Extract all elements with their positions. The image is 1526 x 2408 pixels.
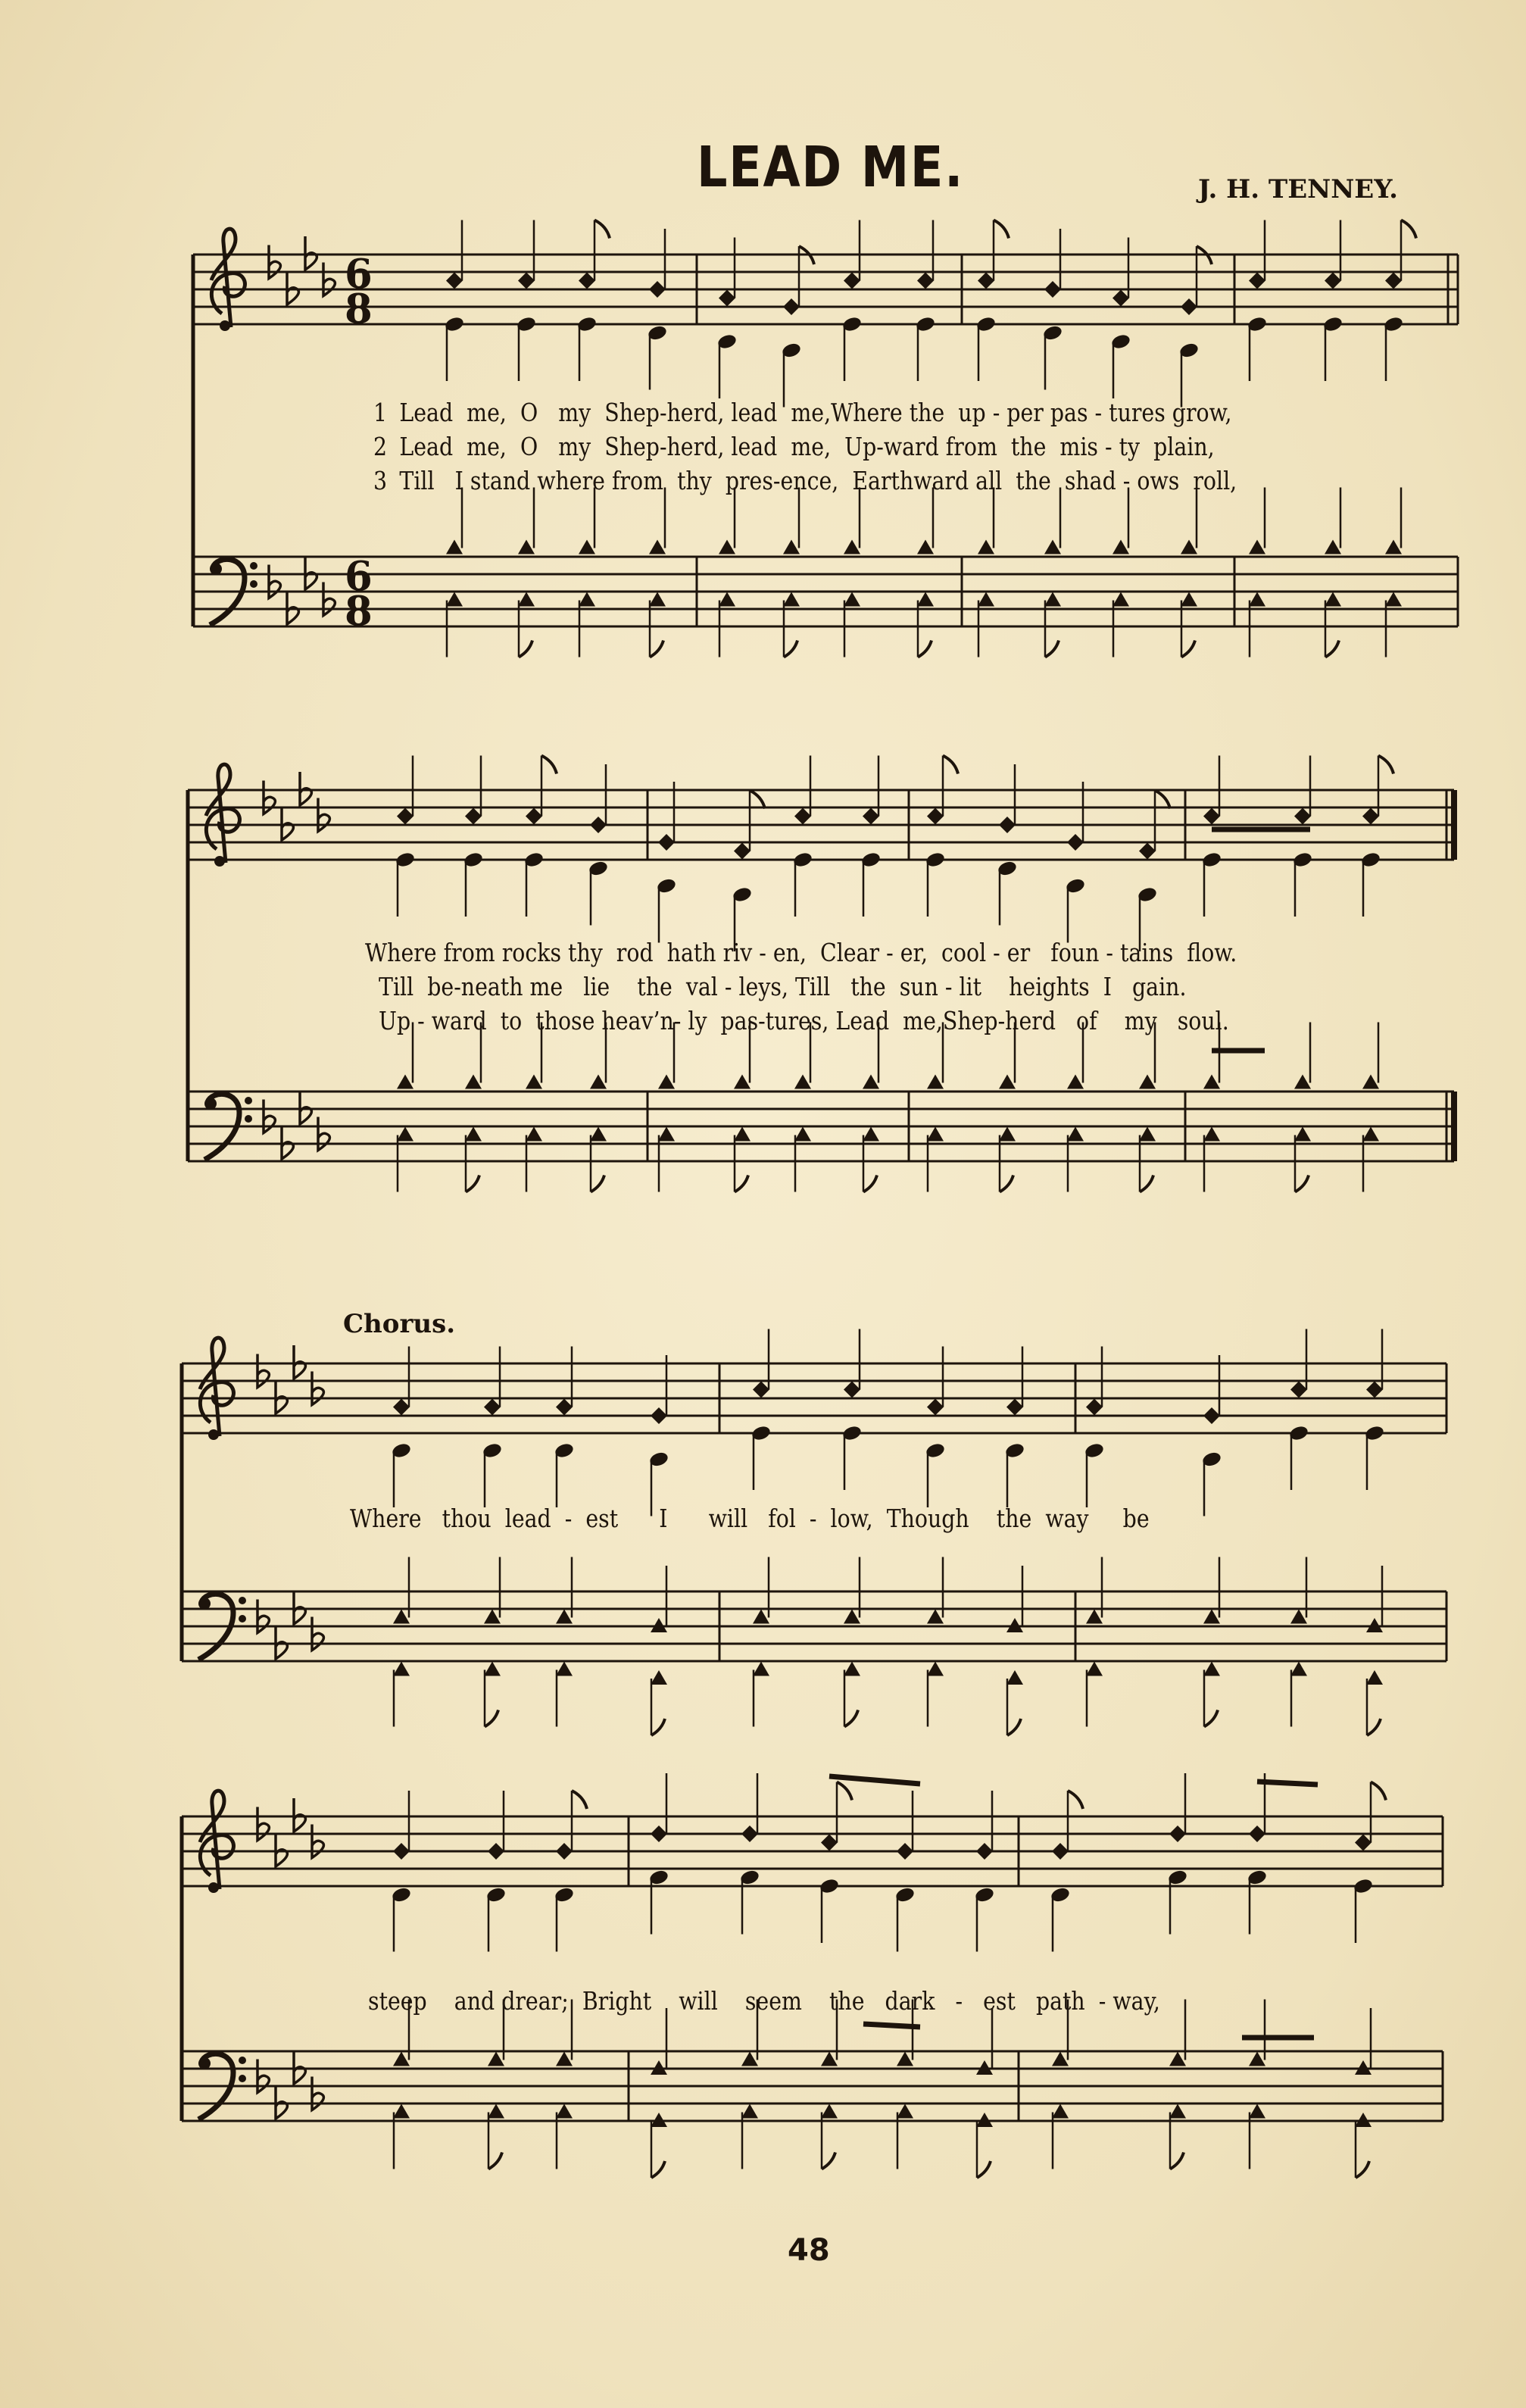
note-flag bbox=[977, 2161, 991, 2178]
note-head bbox=[1249, 540, 1265, 554]
note-head bbox=[863, 808, 879, 825]
flat-icon bbox=[282, 1126, 293, 1159]
note-flag bbox=[735, 1176, 748, 1192]
note-head bbox=[794, 808, 811, 825]
note-flag bbox=[784, 641, 797, 657]
note-flag bbox=[1204, 1710, 1218, 1727]
note-head bbox=[783, 540, 800, 554]
note-flag bbox=[485, 1710, 498, 1727]
note-flag bbox=[943, 756, 958, 774]
page-number: 48 bbox=[788, 2233, 830, 2268]
note-head bbox=[821, 1835, 838, 1851]
note-head bbox=[1249, 273, 1265, 289]
note-head bbox=[484, 1399, 501, 1416]
note-head bbox=[1290, 1662, 1307, 1676]
note-head bbox=[1385, 592, 1402, 607]
flat-icon bbox=[287, 271, 298, 305]
note-flag bbox=[863, 1176, 877, 1192]
note-head bbox=[1290, 1610, 1307, 1624]
note-flag bbox=[994, 220, 1009, 239]
note-head bbox=[1203, 1075, 1220, 1089]
note-head bbox=[526, 1127, 542, 1142]
note-head bbox=[734, 1075, 751, 1089]
note-head bbox=[1067, 1127, 1084, 1142]
note-head bbox=[1181, 592, 1197, 607]
note-head bbox=[1181, 540, 1197, 554]
note-head bbox=[1366, 1382, 1383, 1398]
note-head bbox=[734, 1127, 751, 1142]
note-head bbox=[658, 834, 675, 851]
note-head bbox=[393, 2104, 410, 2119]
note-flag bbox=[1401, 220, 1416, 239]
note-head bbox=[518, 540, 535, 554]
flat-icon bbox=[312, 1617, 323, 1651]
hymn-title: LEAD ME. bbox=[697, 135, 965, 200]
note-beam bbox=[1257, 1782, 1318, 1785]
note-flag bbox=[918, 641, 932, 657]
note-head bbox=[1385, 540, 1402, 554]
note-flag bbox=[1325, 641, 1339, 657]
note-flag bbox=[1378, 756, 1393, 774]
note-head bbox=[927, 1075, 944, 1089]
note-head bbox=[1052, 1843, 1069, 1860]
note-head bbox=[1086, 1610, 1103, 1624]
note-head bbox=[1044, 592, 1061, 607]
note-head bbox=[518, 273, 535, 289]
note-head bbox=[1113, 592, 1129, 607]
note-head bbox=[1294, 1127, 1311, 1142]
note-flag bbox=[466, 1176, 479, 1192]
note-head bbox=[897, 1843, 913, 1860]
treble-clef-icon bbox=[206, 764, 239, 867]
note-head bbox=[783, 298, 800, 315]
note-flag bbox=[1007, 1719, 1021, 1735]
lyric-line: Up - ward to those heav’n- ly pas-tures, Lead me,Shep-herd of my soul. bbox=[365, 1006, 1229, 1035]
time-signature-bottom: 8 bbox=[345, 588, 373, 635]
note-head bbox=[1169, 2052, 1186, 2066]
note-head bbox=[927, 1399, 944, 1416]
flat-icon bbox=[269, 565, 280, 598]
note-head bbox=[1169, 2104, 1186, 2119]
note-head bbox=[484, 1662, 501, 1676]
note-head bbox=[1067, 834, 1084, 851]
note-head bbox=[999, 1127, 1016, 1142]
note-head bbox=[1325, 592, 1341, 607]
flat-icon bbox=[276, 1833, 287, 1866]
note-head bbox=[488, 2052, 504, 2066]
note-head bbox=[1203, 1407, 1220, 1424]
note-head bbox=[719, 540, 735, 554]
time-signature-bottom: 8 bbox=[345, 286, 373, 333]
note-head bbox=[719, 592, 735, 607]
flat-icon bbox=[312, 1825, 323, 1858]
note-head bbox=[1139, 1127, 1156, 1142]
note-head bbox=[526, 808, 542, 825]
note-head bbox=[1249, 2104, 1265, 2119]
note-head bbox=[649, 281, 666, 298]
note-head bbox=[556, 1662, 573, 1676]
note-head bbox=[556, 2104, 573, 2119]
note-head bbox=[794, 1127, 811, 1142]
note-head bbox=[1355, 1835, 1372, 1851]
note-head bbox=[488, 1843, 504, 1860]
note-head bbox=[999, 1075, 1016, 1089]
note-flag bbox=[1367, 1719, 1381, 1735]
flat-icon bbox=[276, 1380, 287, 1413]
lyric-line: Till be-neath me lie the val - leys, Till the sun - lit heights I gain. bbox=[365, 972, 1187, 1001]
note-head bbox=[1203, 1610, 1220, 1624]
note-head bbox=[465, 1127, 482, 1142]
note-head bbox=[1067, 1075, 1084, 1089]
time-signature-top: 6 bbox=[345, 251, 373, 298]
lyric-line: steep and drear; Bright will seem the dark - est path - way, bbox=[368, 1986, 1160, 2016]
flat-icon bbox=[294, 1345, 305, 1379]
note-head bbox=[1290, 1382, 1307, 1398]
flat-icon bbox=[257, 1600, 269, 1633]
note-head bbox=[393, 1399, 410, 1416]
note-head bbox=[1006, 1399, 1023, 1416]
note-head bbox=[658, 1127, 675, 1142]
note-head bbox=[393, 1662, 410, 1676]
note-head bbox=[978, 273, 994, 289]
note-flag bbox=[1181, 641, 1195, 657]
flat-icon bbox=[318, 1117, 329, 1151]
note-head bbox=[741, 2104, 758, 2119]
note-head bbox=[1052, 2052, 1069, 2066]
note-head bbox=[658, 1075, 675, 1089]
note-head bbox=[1181, 298, 1197, 315]
note-head bbox=[446, 273, 463, 289]
note-head bbox=[897, 2052, 913, 2066]
note-flag bbox=[572, 1791, 587, 1809]
note-flag bbox=[750, 791, 765, 809]
flat-icon bbox=[276, 1626, 287, 1659]
note-head bbox=[1139, 1075, 1156, 1089]
note-head bbox=[518, 592, 535, 607]
note-head bbox=[1113, 540, 1129, 554]
note-head bbox=[753, 1382, 769, 1398]
flat-icon bbox=[257, 1354, 269, 1388]
flat-icon bbox=[294, 1798, 305, 1832]
note-head bbox=[927, 1662, 944, 1676]
flat-icon bbox=[312, 1372, 323, 1405]
note-head bbox=[1362, 1075, 1379, 1089]
lyric-line: 1 Lead me, O my Shep-herd, lead me,Where the up - per pas - tures grow, bbox=[373, 398, 1232, 427]
note-head bbox=[465, 1075, 482, 1089]
note-head bbox=[844, 1662, 860, 1676]
note-head bbox=[1006, 1670, 1023, 1685]
note-head bbox=[526, 1075, 542, 1089]
note-head bbox=[719, 290, 735, 307]
note-head bbox=[999, 817, 1016, 833]
note-head bbox=[1362, 808, 1379, 825]
flat-icon bbox=[287, 591, 298, 624]
note-flag bbox=[591, 1176, 604, 1192]
note-head bbox=[556, 2052, 573, 2066]
flat-icon bbox=[300, 772, 311, 805]
lyric-line: 3 Till I stand where from thy pres-ence, Earthward all the shad - ows roll, bbox=[373, 466, 1237, 495]
note-head bbox=[579, 592, 595, 607]
note-head bbox=[1366, 1670, 1383, 1685]
note-head bbox=[649, 540, 666, 554]
note-head bbox=[446, 592, 463, 607]
note-head bbox=[863, 1127, 879, 1142]
treble-clef-icon bbox=[200, 1338, 233, 1440]
note-flag bbox=[519, 641, 532, 657]
chorus-label: Chorus. bbox=[343, 1309, 456, 1339]
note-head bbox=[651, 1407, 667, 1424]
flat-icon bbox=[323, 582, 335, 616]
flat-icon bbox=[264, 781, 275, 814]
flat-icon bbox=[305, 556, 317, 589]
note-flag bbox=[1295, 1176, 1309, 1192]
note-head bbox=[844, 1610, 860, 1624]
note-head bbox=[844, 1382, 860, 1398]
note-head bbox=[1044, 281, 1061, 298]
note-flag bbox=[844, 1710, 858, 1727]
note-head bbox=[484, 1610, 501, 1624]
lyric-line: Where from rocks thy rod hath riv - en, Clear - er, cool - er foun - tains flow. bbox=[365, 938, 1237, 967]
note-head bbox=[1385, 273, 1402, 289]
note-head bbox=[1294, 1075, 1311, 1089]
note-flag bbox=[1155, 791, 1170, 809]
flat-icon bbox=[294, 1591, 305, 1624]
note-head bbox=[651, 1670, 667, 1685]
note-head bbox=[917, 592, 934, 607]
lyric-line: Where thou lead - est I will fol - low, Though the way be bbox=[350, 1504, 1150, 1533]
note-head bbox=[556, 1399, 573, 1416]
note-head bbox=[1086, 1399, 1103, 1416]
note-head bbox=[917, 273, 934, 289]
note-flag bbox=[1371, 1782, 1386, 1801]
note-flag bbox=[1045, 641, 1059, 657]
note-flag bbox=[1000, 1176, 1013, 1192]
note-flag bbox=[1140, 1176, 1153, 1192]
flat-icon bbox=[264, 1100, 275, 1133]
note-head bbox=[1249, 2052, 1265, 2066]
note-flag bbox=[488, 2153, 502, 2169]
flat-icon bbox=[257, 2060, 269, 2093]
note-head bbox=[734, 843, 751, 860]
note-head bbox=[1294, 808, 1311, 825]
note-head bbox=[897, 2104, 913, 2119]
note-head bbox=[741, 1826, 758, 1842]
flat-icon bbox=[318, 798, 329, 832]
note-head bbox=[753, 1662, 769, 1676]
note-flag bbox=[651, 1719, 665, 1735]
composer-credit: J. H. TENNEY. bbox=[1198, 174, 1398, 205]
note-flag bbox=[1356, 2161, 1369, 2178]
note-head bbox=[1203, 1662, 1220, 1676]
flat-icon bbox=[257, 1807, 269, 1841]
note-head bbox=[1203, 808, 1220, 825]
note-head bbox=[393, 1843, 410, 1860]
flat-icon bbox=[323, 263, 335, 296]
note-head bbox=[1249, 592, 1265, 607]
note-head bbox=[844, 540, 860, 554]
note-head bbox=[446, 540, 463, 554]
note-head bbox=[844, 592, 860, 607]
note-head bbox=[753, 1610, 769, 1624]
flat-icon bbox=[305, 236, 317, 270]
note-beam bbox=[863, 2024, 920, 2027]
treble-clef-icon bbox=[200, 1791, 233, 1893]
note-head bbox=[783, 592, 800, 607]
note-flag bbox=[650, 641, 663, 657]
note-flag bbox=[1068, 1791, 1083, 1809]
note-head bbox=[488, 2104, 504, 2119]
lyric-line: 2 Lead me, O my Shep-herd, lead me, Up-ward from the mis - ty plain, bbox=[373, 432, 1215, 461]
note-head bbox=[1139, 843, 1156, 860]
note-head bbox=[978, 592, 994, 607]
note-head bbox=[927, 1610, 944, 1624]
flat-icon bbox=[294, 2050, 305, 2084]
note-head bbox=[1044, 540, 1061, 554]
flat-icon bbox=[282, 807, 293, 840]
flat-icon bbox=[276, 2085, 287, 2119]
note-head bbox=[917, 540, 934, 554]
note-head bbox=[978, 540, 994, 554]
flat-icon bbox=[300, 1091, 311, 1124]
note-flag bbox=[541, 756, 557, 774]
note-head bbox=[927, 808, 944, 825]
note-flag bbox=[837, 1782, 852, 1801]
note-flag bbox=[1170, 2153, 1184, 2169]
note-head bbox=[821, 2052, 838, 2066]
note-head bbox=[556, 1610, 573, 1624]
note-head bbox=[1052, 2104, 1069, 2119]
note-head bbox=[649, 592, 666, 607]
flat-icon bbox=[269, 245, 280, 279]
note-head bbox=[590, 1127, 607, 1142]
note-head bbox=[794, 1075, 811, 1089]
note-head bbox=[844, 273, 860, 289]
treble-clef-icon bbox=[211, 229, 245, 331]
note-head bbox=[590, 817, 607, 833]
note-head bbox=[651, 1826, 667, 1842]
note-head bbox=[1249, 1826, 1265, 1842]
note-head bbox=[1169, 1826, 1186, 1842]
note-head bbox=[1203, 1127, 1220, 1142]
note-head bbox=[556, 1843, 573, 1860]
note-head bbox=[821, 2104, 838, 2119]
note-head bbox=[741, 2052, 758, 2066]
note-head bbox=[1325, 540, 1341, 554]
note-head bbox=[393, 1610, 410, 1624]
note-head bbox=[393, 2052, 410, 2066]
note-head bbox=[397, 808, 413, 825]
time-signature-top: 6 bbox=[345, 553, 373, 600]
note-head bbox=[1362, 1127, 1379, 1142]
note-head bbox=[397, 1127, 413, 1142]
note-head bbox=[1325, 273, 1341, 289]
note-head bbox=[927, 1127, 944, 1142]
note-flag bbox=[651, 2161, 665, 2178]
note-head bbox=[976, 1843, 993, 1860]
note-head bbox=[863, 1075, 879, 1089]
note-head bbox=[397, 1075, 413, 1089]
note-head bbox=[465, 808, 482, 825]
note-head bbox=[1113, 290, 1129, 307]
note-head bbox=[579, 540, 595, 554]
note-head bbox=[590, 1075, 607, 1089]
flat-icon bbox=[312, 2077, 323, 2110]
note-flag bbox=[822, 2153, 835, 2169]
note-beam bbox=[829, 1776, 920, 1784]
note-head bbox=[1086, 1662, 1103, 1676]
note-head bbox=[579, 273, 595, 289]
note-flag bbox=[594, 220, 610, 239]
